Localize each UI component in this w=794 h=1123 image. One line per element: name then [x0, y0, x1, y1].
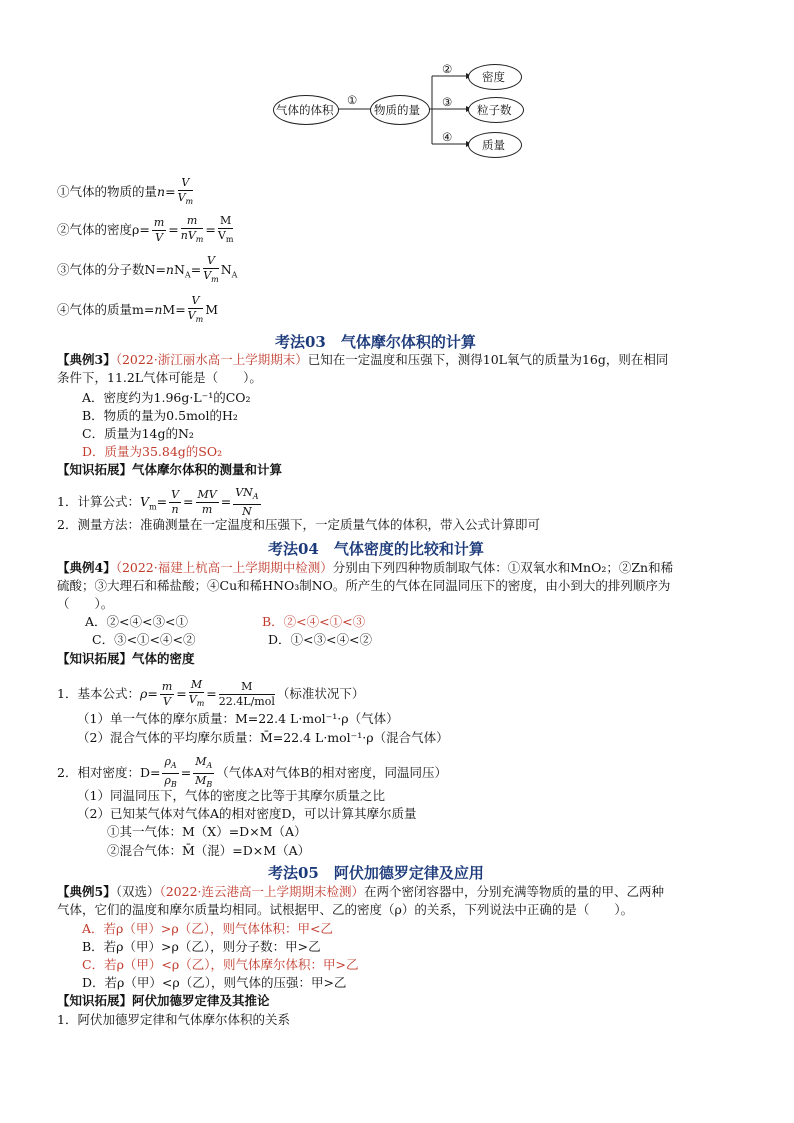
- example-5-option-c: C．若ρ（甲）<ρ（乙），则气体摩尔体积：甲>乙: [82, 957, 359, 972]
- formula-2: ②气体的密度ρ= $\frac{m}{V}$ = $\frac{m}{nV_m}$ = $\frac{M}{V_m}$: [57, 214, 234, 245]
- arrow-2-label: ②: [442, 62, 453, 76]
- node-volume-label: 气体的体积: [276, 103, 334, 117]
- example-5-line1: 【典例5】（双选）（2022·连云港高一上学期期末检测）在两个密闭容器中，分别充满等物质的量的甲、乙两种: [57, 884, 665, 899]
- node-amount-label: 物质的量: [374, 103, 420, 117]
- section-04-title: 考法04 气体密度的比较和计算: [268, 540, 484, 558]
- example-5-option-d: D．若ρ（甲）<ρ（乙），则气体的压强：甲>乙: [82, 975, 347, 990]
- section-04-note-2a: ①其一气体：M（X）=D×M（A）: [107, 824, 307, 839]
- section-04-point-2: （2）混合气体的平均摩尔质量：M̄=22.4 L·mol⁻¹·ρ（混合气体）: [77, 730, 449, 745]
- section-04-note-1: （1）同温同压下，气体的密度之比等于其摩尔质量之比: [77, 788, 385, 803]
- formula-4: ④气体的质量m=nM= $\frac{V}{V_m}$ M: [57, 294, 219, 325]
- arrow-3-label: ③: [442, 95, 453, 109]
- section-03-formula: 1．计算公式：$V_m=$ $\frac{V}{n}$ = $\frac{MV}{m}$ = $\frac{VN_A}{N}$: [57, 486, 259, 519]
- example-3-line2: 条件下，11.2L气体可能是（ ）。: [57, 370, 262, 385]
- section-04-basic-formula: 1．基本公式：ρ= $\frac{m}{V}$ = $\frac{M}{V_m}$ = $\frac{M}{\text{22.4L/mol}}$ （标准状况下）: [57, 678, 365, 709]
- section-03-measurement: 2．测量方法：准确测量在一定温度和压强下，一定质量气体的体积，带入公式计算即可: [57, 517, 540, 532]
- example-4-line2: 硫酸；③大理石和稀盐酸；④Cu和稀HNO₃制NO。所产生的气体在同温同压下的密度，由小到大的排列顺序为: [57, 578, 671, 593]
- section-04-point-1: （1）单一气体的摩尔质量：M=22.4 L·mol⁻¹·ρ（气体）: [77, 711, 399, 726]
- example-3-option-b: B．物质的量为0.5mol的H₂: [82, 408, 238, 423]
- formula-1: ①气体的物质的量n= $\frac{V}{V_m}$: [57, 176, 194, 207]
- example-5-option-b: B．若ρ（甲）>ρ（乙），则分子数：甲>乙: [82, 939, 321, 954]
- formula-3: ③气体的分子数$N=nN_A=$ $\frac{V}{V_m}$ $N_A$: [57, 254, 238, 285]
- example-4-option-b: B．②<④<①<③: [262, 614, 366, 629]
- node-density-label: 密度: [482, 70, 505, 84]
- example-4-line1: 【典例4】（2022·福建上杭高一上学期期中检测）分别由下列四种物质制取气体：①双氧水和MnO₂；②Zn和稀: [57, 560, 674, 575]
- section-05-title: 考法05 阿伏加德罗定律及应用: [268, 864, 484, 882]
- example-3-option-c: C．质量为14g的N₂: [82, 426, 194, 441]
- diagram-lines: [0, 0, 794, 160]
- example-3-option-d: D．质量为35.84g的SO₂: [82, 444, 223, 459]
- section-04-note-2b: ②混合气体：M̄（混）=D×M（A）: [107, 843, 311, 858]
- section-03-extension-title: 【知识拓展】气体摩尔体积的测量和计算: [57, 462, 283, 477]
- node-mass-label: 质量: [482, 138, 505, 152]
- example-4-line3: （ ）。: [57, 596, 114, 611]
- section-03-title: 考法03 气体摩尔体积的计算: [275, 333, 476, 351]
- example-3-line1: 【典例3】（2022·浙江丽水高一上学期期末）已知在一定温度和压强下，测得10L氧气的质量为16g，则在相同: [57, 352, 669, 367]
- section-04-relative-density: 2．相对密度：D= $\frac{\rho_A}{\rho_B}$ = $\frac{M_A}{M_B}$ （气体A对气体B的相对密度，同温同压）: [57, 755, 447, 790]
- section-04-extension-title: 【知识拓展】气体的密度: [57, 651, 195, 666]
- example-4-option-d: D．①<③<④<②: [268, 632, 372, 647]
- section-04-note-2: （2）已知某气体对气体A的相对密度D，可以计算其摩尔质量: [77, 806, 417, 821]
- arrow-1-label: ①: [347, 93, 358, 107]
- arrow-4-label: ④: [442, 130, 453, 144]
- example-4-option-a: A．②<④<③<①: [85, 614, 188, 629]
- example-3-option-a: A．密度约为1.96g·L⁻¹的CO₂: [82, 390, 251, 405]
- example-5-option-a: A．若ρ（甲）>ρ（乙），则气体体积：甲<乙: [82, 921, 333, 936]
- example-4-option-c: C．③<①<④<②: [92, 632, 196, 647]
- section-05-extension-title: 【知识拓展】阿伏加德罗定律及其推论: [57, 993, 270, 1008]
- section-05-point-1: 1．阿伏加德罗定律和气体摩尔体积的关系: [57, 1012, 290, 1027]
- node-particles-label: 粒子数: [477, 103, 512, 117]
- example-5-line2: 气体，它们的温度和摩尔质量均相同。试根据甲、乙的密度（ρ）的关系，下列说法中正确的是（ ）。: [57, 902, 634, 917]
